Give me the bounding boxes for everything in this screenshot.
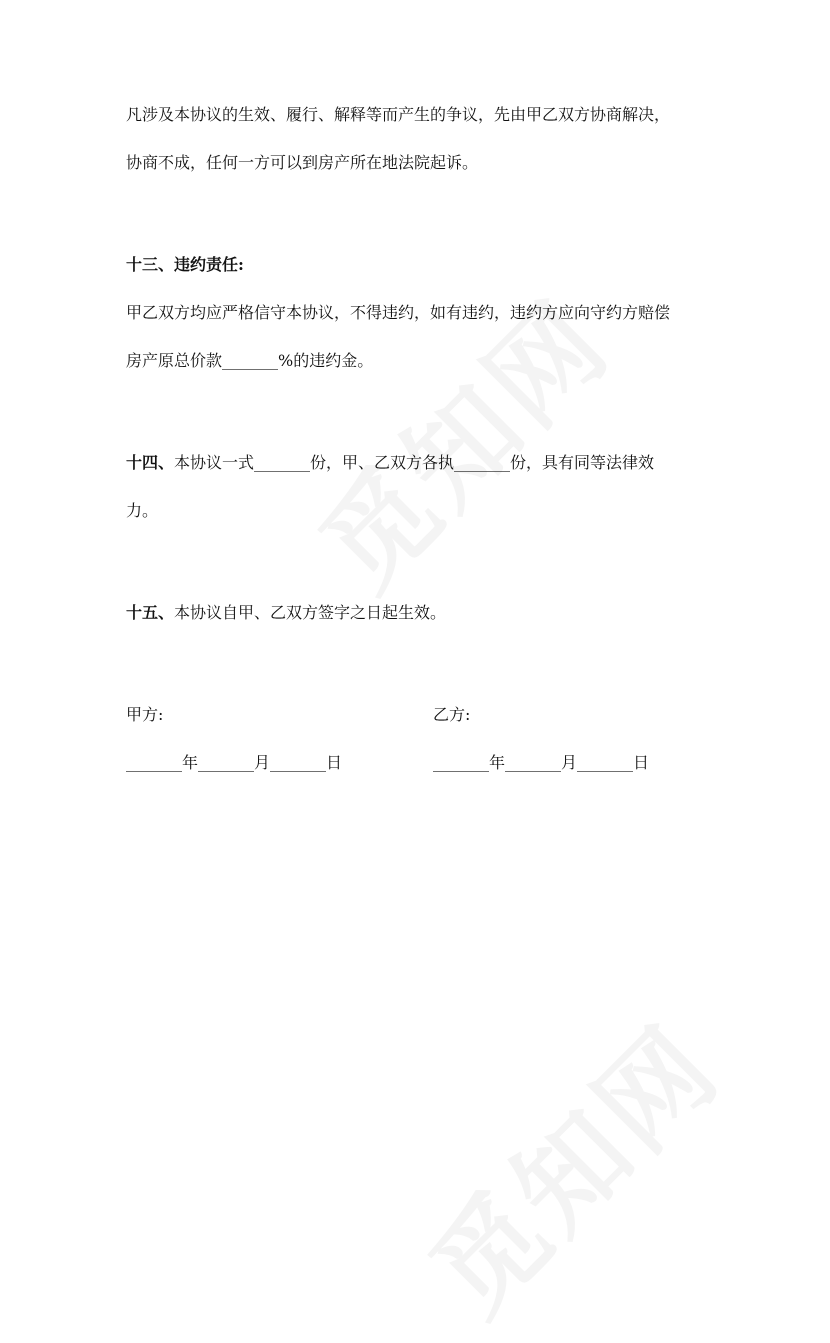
clause-12-line-1: 凡涉及本协议的生效、履行、解释等而产生的争议，先由甲乙双方协商解决， bbox=[126, 105, 671, 124]
clause-13-line-2: 房产原总价款_______%的违约金。 bbox=[126, 351, 374, 370]
party-a-date: _______年_______月_______日 bbox=[126, 753, 343, 772]
clause-14-number: 十四、 bbox=[126, 453, 175, 472]
party-b-date: _______年_______月_______日 bbox=[433, 753, 650, 772]
clause-13-heading: 十三、违约责任: bbox=[126, 255, 244, 274]
clause-14-line-2: 力。 bbox=[126, 501, 159, 520]
party-a-signature bbox=[126, 696, 342, 792]
paragraph-gap bbox=[126, 540, 726, 594]
document-body bbox=[126, 96, 726, 792]
clause-15-line bbox=[126, 594, 726, 642]
clause-13-line-1: 甲乙双方均应严格信守本协议，不得违约，如有违约，违约方应向守约方赔偿 bbox=[126, 303, 671, 322]
party-b-signature bbox=[433, 696, 649, 792]
paragraph-gap bbox=[126, 642, 726, 696]
paragraph-gap bbox=[126, 192, 726, 246]
clause-15-number: 十五、 bbox=[126, 603, 175, 622]
clause-12-line-2: 协商不成，任何一方可以到房产所在地法院起诉。 bbox=[126, 153, 479, 172]
clause-15-text: 本协议自甲、乙双方签字之日起生效。 bbox=[174, 603, 447, 622]
clause-14-text: 本协议一式_______份，甲、乙双方各执_______份，具有同等法律效 bbox=[174, 453, 655, 472]
paragraph-gap bbox=[126, 390, 726, 444]
clause-14-line-1 bbox=[126, 444, 726, 492]
signature-block bbox=[126, 696, 726, 792]
watermark bbox=[390, 985, 748, 1343]
party-b-label: 乙方: bbox=[433, 705, 471, 724]
party-a-label: 甲方: bbox=[126, 705, 164, 724]
